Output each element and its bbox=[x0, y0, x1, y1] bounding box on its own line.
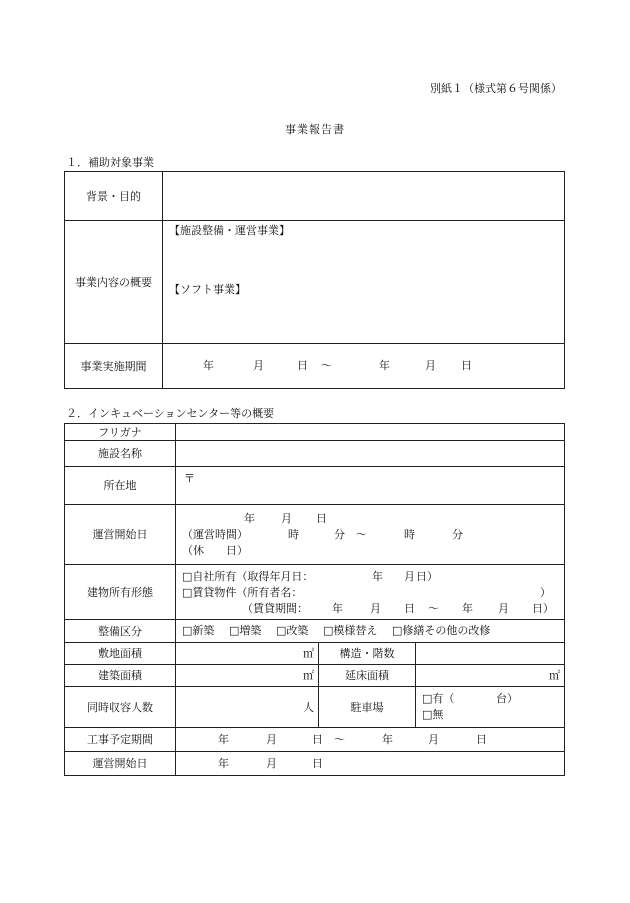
structure-label: 構造・階数 bbox=[319, 643, 416, 665]
period-row bbox=[65, 344, 565, 389]
holiday-label: （休 日） bbox=[182, 544, 248, 557]
op-start-row bbox=[65, 505, 565, 565]
period-label: 事業実施期間 bbox=[65, 344, 163, 389]
parking-label: 駐車場 bbox=[319, 687, 416, 728]
rent-month-start: 月 bbox=[370, 602, 381, 615]
furigana-label: フリガナ bbox=[65, 424, 176, 441]
rent-day-start: 日 bbox=[404, 602, 415, 615]
op-hours-hour-end: 時 bbox=[404, 528, 415, 541]
background-row bbox=[65, 172, 565, 221]
postal-mark: 〒 bbox=[184, 472, 195, 485]
op-hours-minute-end: 分 bbox=[452, 528, 463, 541]
capacity-field[interactable] bbox=[176, 687, 319, 728]
structure-field[interactable] bbox=[416, 643, 565, 665]
maintenance-row bbox=[65, 620, 565, 643]
construction-row bbox=[65, 728, 565, 752]
floor-area-field[interactable] bbox=[416, 665, 565, 687]
own-checkbox[interactable]: □自社所有（取得年月日： bbox=[182, 570, 314, 583]
period-field[interactable] bbox=[163, 344, 565, 389]
construction-tilde: ～ bbox=[334, 733, 345, 746]
op-start2-year: 年 bbox=[218, 757, 229, 770]
period-month-end: 月 bbox=[425, 359, 436, 372]
construction-day-end: 日 bbox=[476, 733, 487, 746]
capacity-label: 同時収容人数 bbox=[65, 687, 176, 728]
op-start-label: 運営開始日 bbox=[65, 505, 176, 565]
overview-label: 事業内容の概要 bbox=[65, 221, 163, 344]
overview-soft-heading: 【ソフト事業】 bbox=[169, 283, 246, 296]
furigana-field[interactable] bbox=[176, 424, 565, 441]
op-start-year: 年 bbox=[244, 512, 255, 525]
op-start2-day: 日 bbox=[312, 757, 323, 770]
op-start2-field[interactable] bbox=[176, 752, 565, 776]
parking-units-label: 台） bbox=[496, 692, 518, 705]
maintenance-option-rebuild[interactable]: □改築 bbox=[276, 624, 309, 637]
construction-year-end: 年 bbox=[382, 733, 393, 746]
overview-row bbox=[65, 221, 565, 344]
address-label: 所在地 bbox=[65, 467, 176, 505]
section1-heading: １．補助対象事業 bbox=[66, 156, 154, 169]
parking-field bbox=[416, 687, 565, 728]
period-tilde: ～ bbox=[321, 359, 332, 372]
facility-name-row bbox=[65, 441, 565, 467]
floor-area-label: 延床面積 bbox=[319, 665, 416, 687]
ownership-row bbox=[65, 565, 565, 620]
period-year-start: 年 bbox=[203, 359, 214, 372]
maintenance-field bbox=[176, 620, 565, 643]
building-area-unit: ㎡ bbox=[303, 669, 314, 682]
capacity-row bbox=[65, 687, 565, 728]
incubation-center-table bbox=[64, 423, 565, 776]
parking-yes-checkbox[interactable]: □有（ bbox=[422, 692, 455, 705]
own-month: 月 bbox=[404, 570, 415, 583]
op-start-day: 日 bbox=[316, 512, 327, 525]
capacity-unit: 人 bbox=[303, 700, 314, 714]
period-year-end: 年 bbox=[379, 359, 390, 372]
op-hours-minute-start: 分 bbox=[334, 528, 345, 541]
address-row bbox=[65, 467, 565, 505]
background-field[interactable] bbox=[163, 172, 565, 221]
section2-heading: ２．インキュベーションセンター等の概要 bbox=[66, 407, 275, 420]
ownership-label: 建物所有形態 bbox=[65, 565, 176, 620]
facility-name-label: 施設名称 bbox=[65, 441, 176, 467]
op-hours-tilde: ～ bbox=[356, 528, 367, 541]
building-area-label: 建築面積 bbox=[65, 665, 176, 687]
annex-label: 別紙１（様式第６号関係） bbox=[430, 82, 562, 95]
own-day-text: 日） bbox=[416, 570, 438, 583]
op-start2-row bbox=[65, 752, 565, 776]
building-area-field[interactable] bbox=[176, 665, 319, 687]
maintenance-option-new[interactable]: □新築 bbox=[182, 624, 215, 637]
site-area-field[interactable] bbox=[176, 643, 319, 665]
overview-field[interactable] bbox=[163, 221, 565, 344]
op-start-field[interactable] bbox=[176, 505, 565, 565]
rent-tilde: ～ bbox=[428, 602, 439, 615]
site-area-unit: ㎡ bbox=[303, 647, 314, 660]
overview-facility-heading: 【施設整備・運営事業】 bbox=[169, 224, 290, 237]
rent-year-start: 年 bbox=[332, 602, 343, 615]
own-year: 年 bbox=[372, 570, 383, 583]
period-day-end: 日 bbox=[461, 359, 472, 372]
construction-day-start: 日 bbox=[312, 733, 323, 746]
op-start-month: 月 bbox=[281, 512, 292, 525]
parking-no-checkbox[interactable]: □無 bbox=[422, 708, 444, 721]
maintenance-label: 整備区分 bbox=[65, 620, 176, 643]
subsidy-project-table bbox=[64, 171, 565, 389]
facility-name-field[interactable] bbox=[176, 441, 565, 467]
document-title: 事業報告書 bbox=[285, 123, 345, 136]
site-area-row bbox=[65, 643, 565, 665]
site-area-label: 敷地面積 bbox=[65, 643, 176, 665]
op-hours-hour-start: 時 bbox=[288, 528, 299, 541]
furigana-row bbox=[65, 424, 565, 441]
maintenance-option-extension[interactable]: □増築 bbox=[229, 624, 262, 637]
maintenance-option-repair[interactable]: □修繕その他の改修 bbox=[392, 624, 491, 637]
background-label: 背景・目的 bbox=[65, 172, 163, 221]
construction-year-start: 年 bbox=[218, 733, 229, 746]
rent-period-label: （賃貸期間： bbox=[242, 602, 308, 615]
ownership-field bbox=[176, 565, 565, 620]
rent-checkbox[interactable]: □賃貸物件（所有者名： bbox=[182, 586, 303, 599]
rent-close-paren: ） bbox=[540, 586, 551, 599]
floor-area-unit: ㎡ bbox=[549, 669, 561, 682]
construction-month-end: 月 bbox=[428, 733, 439, 746]
op-start2-month: 月 bbox=[266, 757, 277, 770]
period-day-start: 日 bbox=[297, 359, 308, 372]
construction-label: 工事予定期間 bbox=[65, 728, 176, 752]
construction-month-start: 月 bbox=[266, 733, 277, 746]
rent-month-end: 月 bbox=[498, 602, 509, 615]
period-month-start: 月 bbox=[253, 359, 264, 372]
construction-field[interactable] bbox=[176, 728, 565, 752]
rent-year-end: 年 bbox=[462, 602, 473, 615]
maintenance-option-remodel[interactable]: □模様替え bbox=[323, 624, 378, 637]
address-field[interactable] bbox=[176, 467, 565, 505]
op-start2-label: 運営開始日 bbox=[65, 752, 176, 776]
op-hours-label: （運営時間） bbox=[182, 528, 248, 541]
rent-day-end: 日） bbox=[532, 602, 554, 615]
building-area-row bbox=[65, 665, 565, 687]
